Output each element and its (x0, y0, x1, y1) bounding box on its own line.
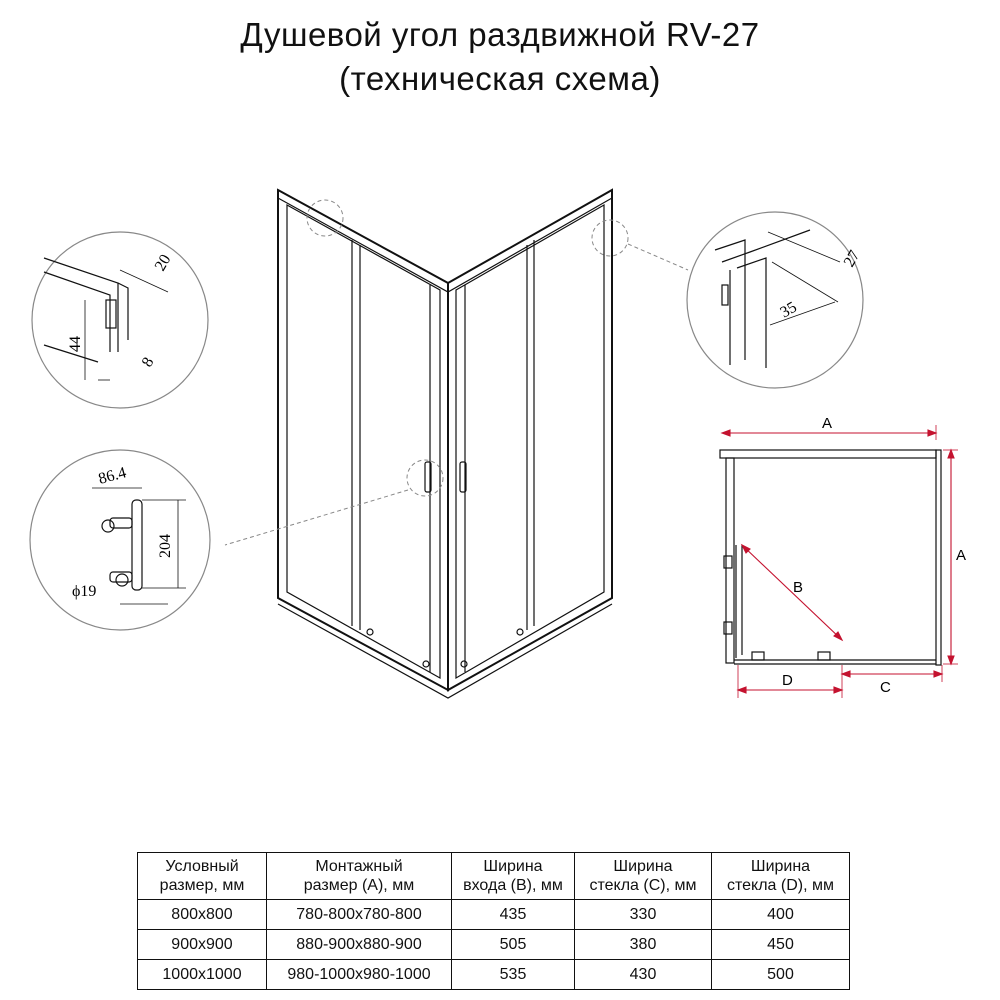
cell: 800x800 (138, 900, 267, 930)
header-mounting-size: Монтажный размер (А), мм (267, 853, 452, 900)
plan-view (720, 415, 966, 698)
plan-label-a-top: A (822, 415, 833, 432)
table-row (138, 900, 850, 930)
cell: 400 (712, 900, 850, 930)
table-row (138, 930, 850, 960)
cell: 880-900x880-900 (267, 930, 452, 960)
cell: 380 (575, 930, 712, 960)
cell: 780-800x780-800 (267, 900, 452, 930)
cell: 450 (712, 930, 850, 960)
cell: 500 (712, 960, 850, 990)
sizes-table (137, 852, 850, 990)
plan-label-d: D (782, 672, 793, 689)
plan-label-b: B (793, 579, 804, 596)
header-nominal-size: Условный размер, мм (138, 853, 267, 900)
header-entry-width: Ширина входа (В), мм (452, 853, 575, 900)
profile-dim-small: 8 (138, 354, 158, 370)
page-subtitle: (техническая схема) (339, 60, 661, 97)
header-glass-width-d: Ширина стекла (D), мм (712, 853, 850, 900)
table-row (138, 960, 850, 990)
table-header-row (138, 853, 850, 900)
profile-detail (32, 232, 208, 408)
cell: 330 (575, 900, 712, 930)
cell: 505 (452, 930, 575, 960)
roller-dim-depth: 35 (777, 298, 800, 322)
cell: 535 (452, 960, 575, 990)
roller-detail (687, 212, 863, 388)
page-title: Душевой угол раздвижной RV-27 (240, 16, 760, 53)
cell: 435 (452, 900, 575, 930)
profile-dim-top: 20 (151, 251, 175, 274)
cell: 430 (575, 960, 712, 990)
cell: 1000x1000 (138, 960, 267, 990)
handle-dim-length: 204 (157, 534, 174, 558)
handle-dim-offset: 86.4 (96, 464, 129, 488)
cell: 980-1000x980-1000 (267, 960, 452, 990)
roller-dim-width: 27 (840, 247, 864, 270)
profile-dim-height: 44 (67, 336, 84, 352)
enclosure-perspective (278, 190, 612, 698)
cell: 900x900 (138, 930, 267, 960)
handle-dim-diameter: ϕ19 (72, 583, 97, 600)
handle-detail (30, 450, 210, 630)
plan-label-c: C (880, 679, 891, 696)
plan-label-a-side: A (956, 547, 967, 564)
header-glass-width-c: Ширина стекла (С), мм (575, 853, 712, 900)
